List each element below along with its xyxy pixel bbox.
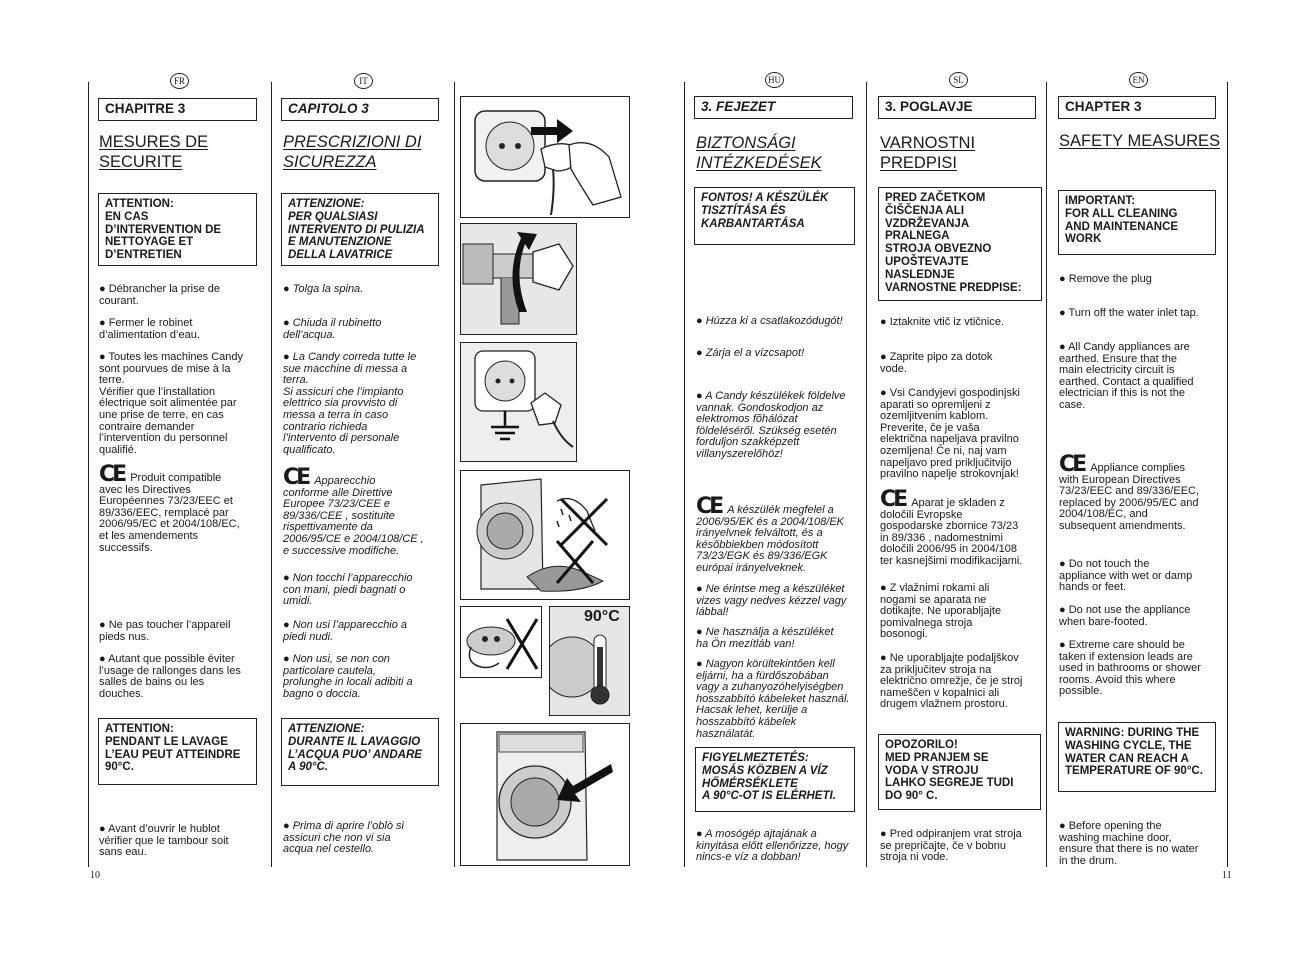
bullet-text: ● A Candy készülékek földelve vannak. Gondoskodjon az elektromos fõhálózat földeléséről. Szükség esetén forduljon szakképzett villanyszerelőhöz! (696, 390, 846, 460)
column-divider (271, 82, 272, 867)
column-divider (454, 82, 455, 867)
bullet-text: ● Ne érintse meg a készüléket vizes vagy nedves kézzel vagy lábbal! (696, 583, 847, 619)
column-divider (684, 82, 685, 867)
bullet-text: ● Ne pas toucher l’appareil pieds nus. (99, 619, 231, 643)
section-title: BIZTONSÁGI INTÉZKEDÉSEK (696, 134, 822, 172)
bullet-text: ● Tolga la spina. (283, 283, 364, 295)
ce-mark-icon: CE (696, 494, 722, 519)
bullet-text: ● Iztaknite vtič iz vtičnice. (880, 316, 1005, 328)
language-badge-sl: SL (949, 72, 968, 88)
temperature-label: 90°C (584, 608, 620, 625)
earth-socket-icon (460, 342, 577, 462)
section-title: SAFETY MEASURES (1059, 132, 1221, 150)
section-title: MESURES DE SECURITE (99, 133, 209, 171)
language-badge-en: EN (1129, 72, 1148, 88)
chapter-heading: 3. POGLAVJE (878, 96, 1036, 119)
ce-compliance-text: CE Appliance complies with European Directives 73/23/EEC and 89/336/EEC, replaced by 2006/95/EC and 2004/108/EC, and subsequent amendments. (1059, 452, 1200, 532)
warning-box: ATTENZIONE: PER QUALSIASI INTERVENTO DI PULIZIA E MANUTENZIONE DELLA LAVATRICE (281, 193, 439, 266)
chapter-heading: CAPITOLO 3 (281, 98, 439, 121)
column-divider (866, 82, 867, 867)
ce-mark-icon: CE (880, 487, 906, 512)
bullet-text: ● Húzza ki a csatlakozódugót! (696, 315, 843, 327)
warning-box: OPOZORILO! MED PRANJEM SE VODA V STROJU LAHKO SEGREJE TUDI DO 90° C. (878, 734, 1041, 810)
ce-compliance-text: CE Apparecchio conforme alle Direttive Europee 73/23/CEE e 89/336/CEE , sostituite rispettivamente da 2006/95/CE e 2004/108/CE , e successive modifiche. (283, 465, 424, 557)
warning-box: FIGYELMEZTETÉS: MOSÁS KÖZBEN A VÍZ HŐMÉRSÉKLETE A 90°C-OT IS ELÉRHETI. (695, 747, 855, 812)
warning-box: FONTOS! A KÉSZÜLÉK TISZTÍTÁSA ÉS KARBANTARTÁSA (694, 187, 855, 245)
warning-box: WARNING: DURING THE WASHING CYCLE, THE WATER CAN REACH A TEMPERATURE OF 90°C. (1058, 722, 1216, 792)
chapter-heading: CHAPITRE 3 (98, 98, 257, 121)
no-extension-icon (460, 606, 542, 678)
hot-water-icon (549, 606, 630, 716)
bullet-text: ● All Candy appliances are earthed. Ensure that the main electricity circuit is earthed. Contact a qualified electrician if this is not the case. (1059, 341, 1194, 411)
bullet-text: ● A mosógép ajtajának a kinyitása előtt ellenőrizze, hogy nincs-e víz a dobban! (696, 828, 849, 864)
bullet-text: ● Toutes les machines Candy sont pourvues de mise à la terre. Vérifier que l’installation électrique soit alimentée par une prise de terre, en cas contraire demander l’intervention du personnel qualifié. (99, 351, 244, 456)
bullet-text: ● Ne használja a készüléket ha Ön mezítláb van! (696, 626, 834, 650)
bullet-text: ● Turn off the water inlet tap. (1059, 307, 1199, 319)
bullet-text: ● Non tocchi l’apparecchio con mani, piedi bagnati o umidi. (283, 572, 413, 608)
language-badge-it: IT (354, 73, 373, 89)
ce-mark-icon: CE (1059, 452, 1085, 477)
ce-compliance-text: CE Produit compatible avec les Directives Européennes 73/23/EEC et 89/336/EEC, remplacé par 2006/95/EC et 2004/108/EC, et les amendements successifs. (99, 462, 240, 554)
bullet-text: ● Nagyon körültekintően kell eljárni, ha a fürdőszobában vagy a zuhanyozóhelyiségben hosszabbító kábeleket használ. Hacsak lehet, kerülje a hosszabbító kábelek használatát. (696, 658, 850, 740)
bullet-text: ● Pred odpiranjem vrat stroja se prepričajte, če v bobnu stroja ni vode. (880, 828, 1022, 864)
bullet-text: ● Fermer le robinet d’alimentation d’eau. (99, 317, 200, 341)
bullet-text: ● Non usi, se non con particolare cautela, prolunghe in locali adibiti a bagno o doccia. (283, 653, 413, 700)
bullet-text: ● Ne uporabljajte podaljškov za priključitev stroja na električno omrežje, če je stroj nameščen v kopalnici ali drugem vlažnem prostoru. (880, 652, 1023, 711)
bullet-text: ● Autant que possible éviter l’usage de rallonges dans les salles de bains ou les douches. (99, 653, 241, 700)
bullet-text: ● Non usi l’apparecchio a piedi nudi. (283, 619, 408, 643)
no-wet-hands-icon (460, 470, 630, 600)
warning-box: PRED ZAČETKOM ČIŠČENJA ALI VZDRŽEVANJA PRALNEGA STROJA OBVEZNO UPOŠTEVAJTE NASLEDNJE VARNOSTNE PREDPISE: (878, 187, 1042, 301)
tap-icon (460, 223, 577, 335)
chapter-heading: 3. FEJEZET (694, 96, 853, 119)
bullet-text: ● Extreme care should be taken if extension leads are used in bathrooms or shower rooms. Avoid this where possible. (1059, 639, 1201, 698)
section-title: VARNOSTNI PREDPISI (880, 134, 976, 172)
warning-box: IMPORTANT: FOR ALL CLEANING AND MAINTENANCE WORK (1058, 190, 1216, 255)
bullet-text: ● Zárja el a vízcsapot! (696, 347, 805, 359)
unplug-icon (460, 96, 630, 218)
chapter-heading: CHAPTER 3 (1058, 96, 1216, 119)
bullet-text: ● Vsi Candyjevi gospodinjski aparati so opremljeni z ozemljitvenim kablom. Preverite, če je vaša električna napeljava pravilno ozemljena! Če ni, naj vam napeljavo pred priključitvijo pravilno napelje strokovnjak! (880, 387, 1020, 481)
bullet-text: ● Before opening the washing machine door, ensure that there is no water in the drum. (1059, 820, 1199, 867)
warning-box: ATTENZIONE: DURANTE IL LAVAGGIO L’ACQUA PUO’ ANDARE A 90°C. (281, 718, 439, 786)
bullet-text: ● Chiuda il rubinetto dell’acqua. (283, 317, 382, 341)
ce-mark-icon: CE (283, 465, 309, 490)
warning-box: ATTENTION: EN CAS D’INTERVENTION DE NETTOYAGE ET D’ENTRETIEN (98, 193, 257, 266)
door-open-icon (460, 723, 630, 866)
bullet-text: ● Do not use the appliance when bare-footed. (1059, 604, 1191, 628)
page-number-right: 11 (1222, 870, 1232, 881)
column-divider (1046, 82, 1047, 867)
bullet-text: ● Remove the plug (1059, 273, 1152, 285)
language-badge-hu: HU (765, 72, 784, 88)
ce-mark-icon: CE (99, 462, 125, 487)
bullet-text: ● La Candy correda tutte le sue macchine di messa a terra. Si assicuri che l’impianto elettrico sia provvisto di messa a terra in caso contrario richieda l’intervento di personale qualificato. (283, 351, 417, 456)
bullet-text: ● Avant d’ouvrir le hublot vérifier que le tambour soit sans eau. (99, 823, 229, 859)
language-badge-fr: FR (170, 73, 189, 89)
bullet-text: ● Z vlažnimi rokami ali nogami se aparata ne dotikajte. Ne uporabljajte pomivalnega stroja bosonogi. (880, 582, 1002, 641)
page-number-left: 10 (90, 870, 100, 881)
section-title: PRESCRIZIONI DI SICUREZZA (283, 133, 422, 171)
column-divider (1227, 82, 1228, 867)
warning-box: ATTENTION: PENDANT LE LAVAGE L’EAU PEUT ATTEINDRE 90°C. (98, 718, 257, 785)
column-divider (88, 82, 89, 867)
ce-compliance-text: CE Aparat je skladen z določili Evropske gospodarske zbornice 73/23 in 89/336 , nadomestnimi določili 2006/95 in 2004/108 ter kasnejšimi modifikacijami. (880, 487, 1023, 567)
ce-compliance-text: CE A készülék megfelel a 2006/95/EK és a 2004/108/EK irányelvnek felváltott, és a későbbiekben módosított 73/23/EGK és 89/336/EGK európai irányelveknek. (696, 494, 845, 574)
bullet-text: ● Prima di aprire l’oblò si assicuri che non vi sia acqua nel cestello. (283, 820, 404, 856)
bullet-text: ● Do not touch the appliance with wet or damp hands or feet. (1059, 558, 1193, 594)
bullet-text: ● Zaprite pipo za dotok vode. (880, 351, 993, 375)
bullet-text: ● Débrancher la prise de courant. (99, 283, 220, 307)
